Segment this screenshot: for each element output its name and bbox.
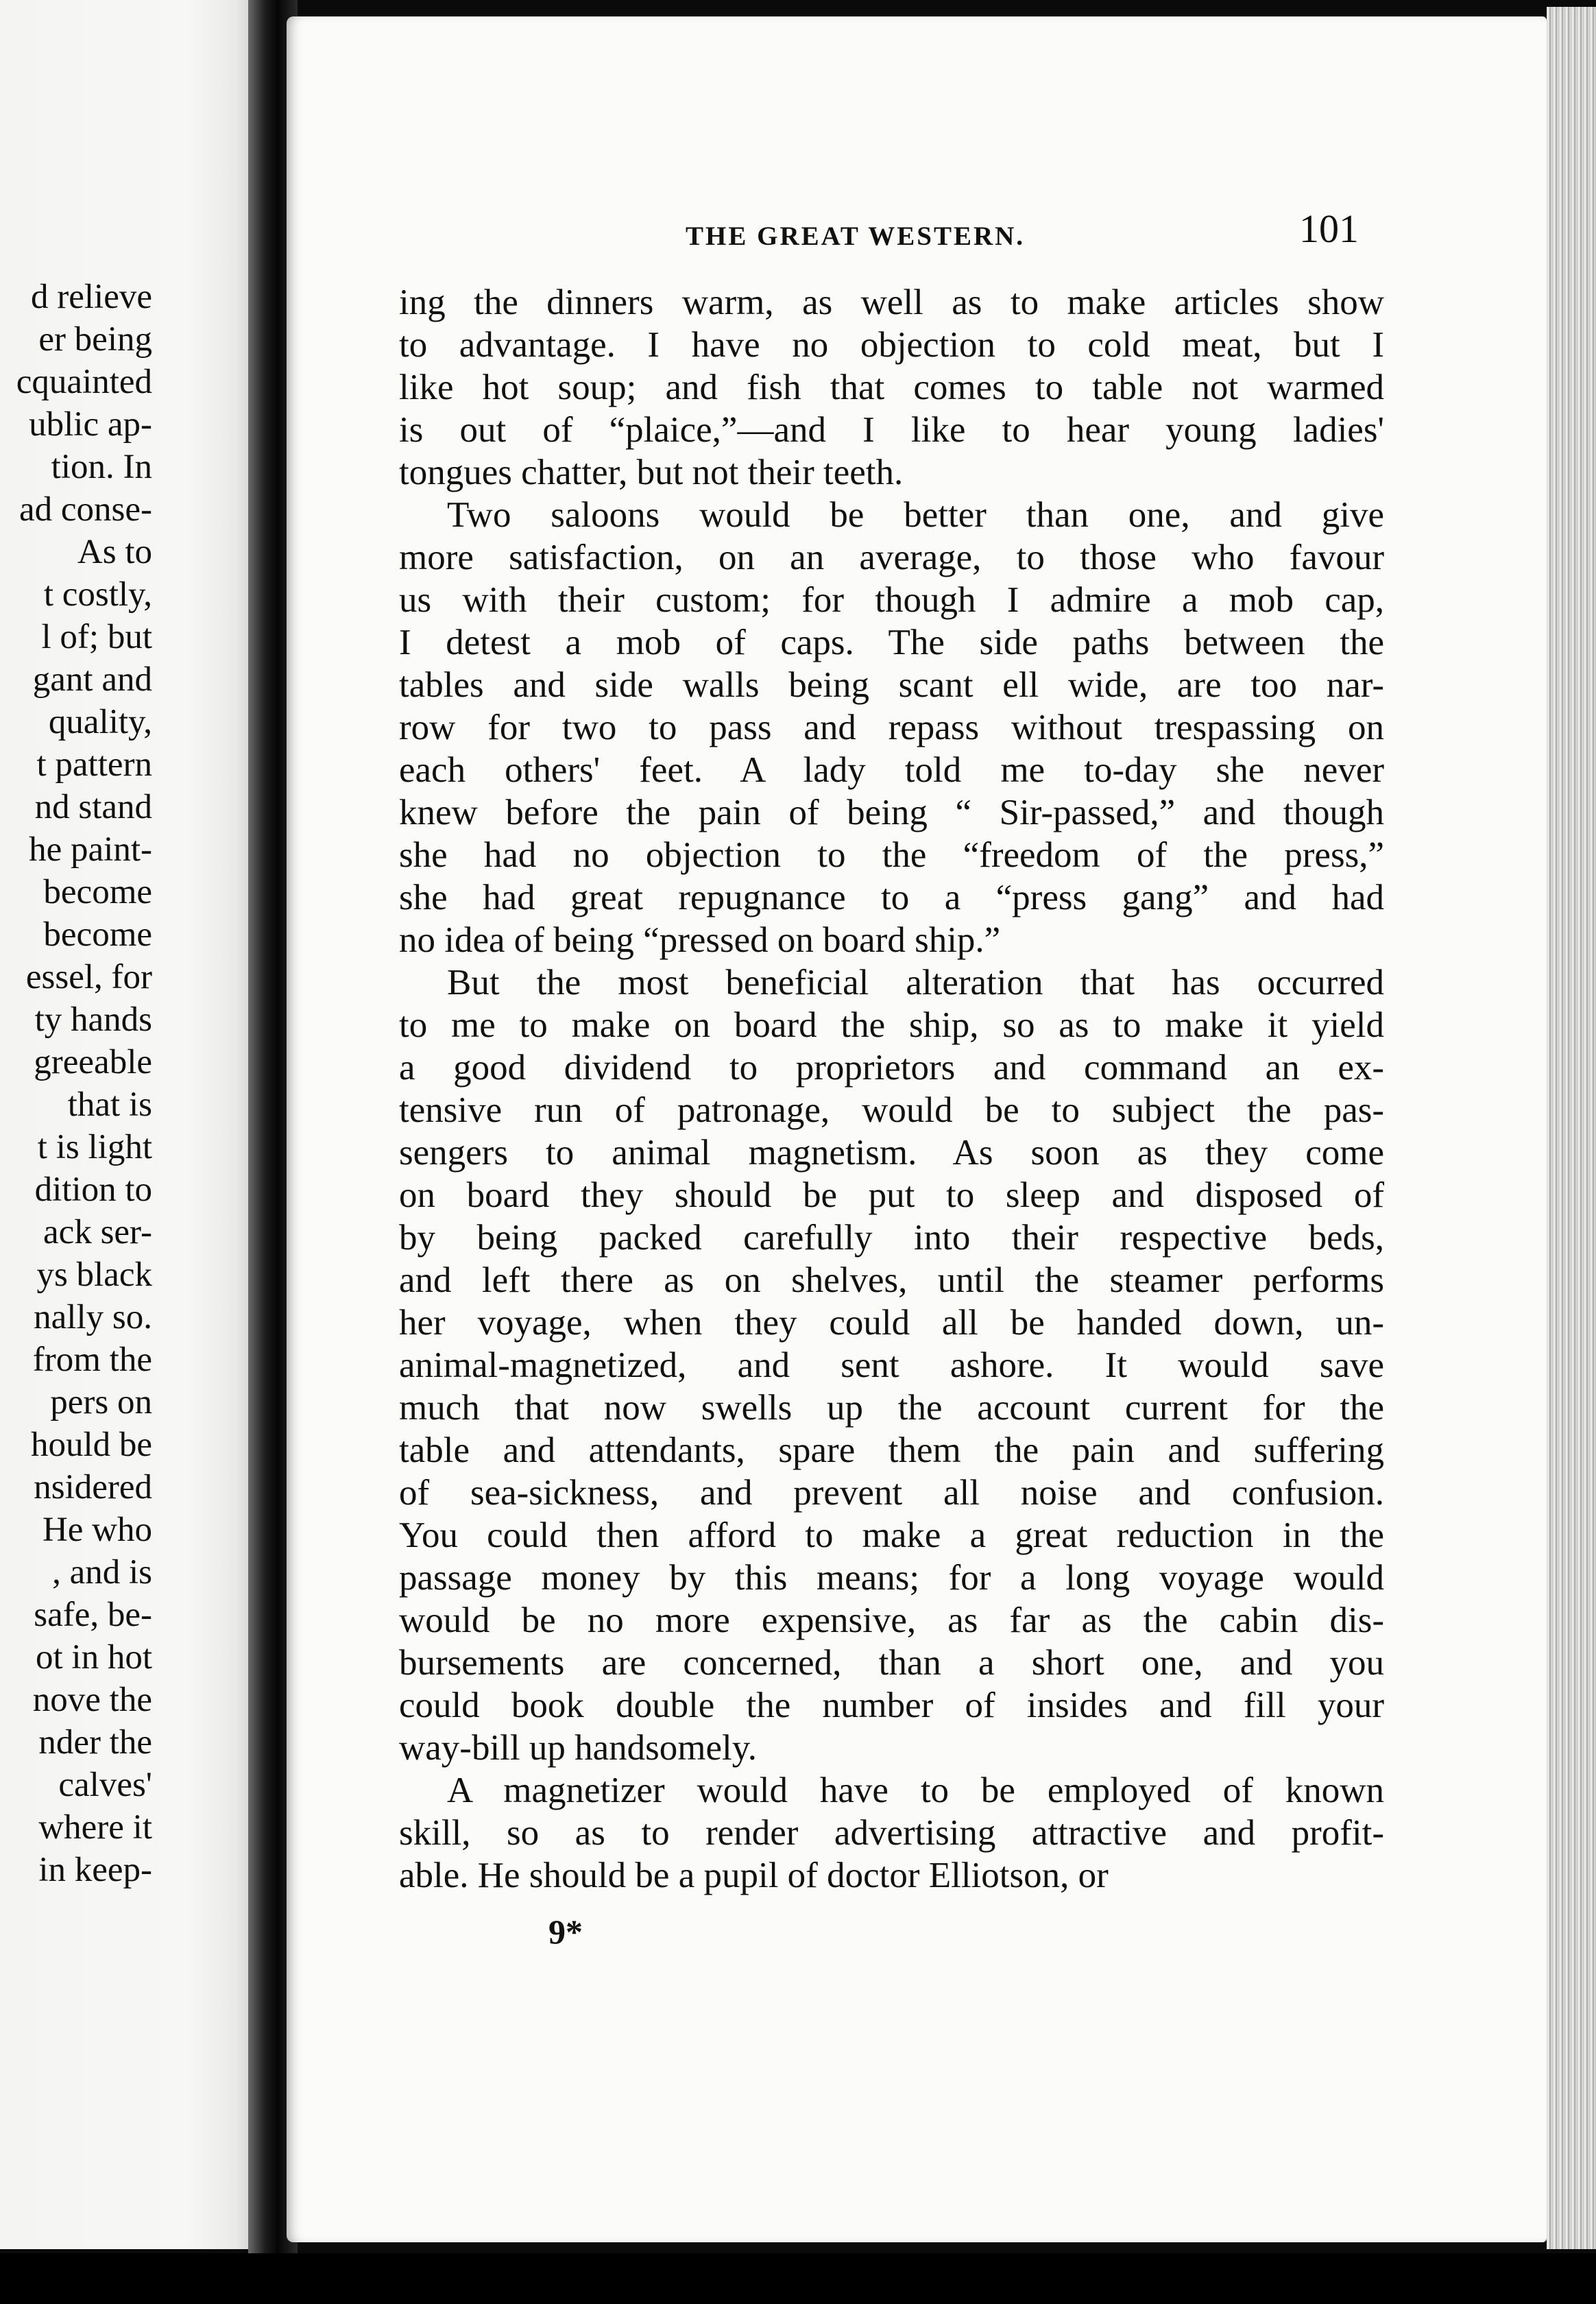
- left-page-line: safe, be-: [34, 1596, 152, 1634]
- page-number: 101: [1299, 206, 1359, 251]
- left-page-line: where it: [38, 1808, 152, 1847]
- body-line: row for two to pass and repass without trespassing on: [399, 708, 1384, 747]
- body-line: a good dividend to proprietors and command an ex-: [399, 1048, 1384, 1088]
- left-page-line: ot in hot: [35, 1638, 152, 1677]
- body-line: able. He should be a pupil of doctor Elliotson, or: [399, 1856, 1109, 1895]
- body-line: like hot soup; and fish that comes to table not warmed: [399, 368, 1384, 407]
- left-page-line: he paint-: [29, 830, 152, 869]
- left-page-line: greeable: [34, 1043, 152, 1081]
- left-page-line: t is light: [37, 1128, 152, 1166]
- left-page-line: ys black: [36, 1256, 152, 1294]
- left-page-line: t costly,: [43, 575, 152, 614]
- scan-border: [0, 2253, 1596, 2304]
- left-page-line: cquainted: [16, 363, 152, 401]
- body-line: ing the dinners warm, as well as to make articles show: [399, 283, 1384, 322]
- left-page-line: tion. In: [51, 448, 152, 486]
- left-page: [0, 0, 269, 2249]
- left-page-line: nove the: [32, 1681, 152, 1719]
- body-line: tongues chatter, but not their teeth.: [399, 453, 904, 492]
- left-page-line: dition to: [34, 1171, 152, 1209]
- body-line: table and attendants, spare them the pain and suffering: [399, 1430, 1384, 1470]
- body-line: way-bill up handsomely.: [399, 1728, 758, 1768]
- running-head: THE GREAT WESTERN.: [686, 221, 1026, 251]
- left-page-line: nsidered: [34, 1468, 152, 1507]
- body-text: [399, 281, 1384, 1897]
- left-page-line: from the: [32, 1341, 152, 1379]
- body-line: I detest a mob of caps. The side paths between the: [399, 623, 1384, 662]
- left-page-line: He who: [42, 1511, 152, 1549]
- body-line: and left there as on shelves, until the steamer performs: [399, 1260, 1384, 1300]
- left-page-line: pers on: [50, 1383, 152, 1421]
- left-page-line: , and is: [52, 1553, 152, 1592]
- body-line: passage money by this means; for a long voyage would: [399, 1558, 1384, 1598]
- left-page-line: hould be: [30, 1426, 152, 1464]
- left-page-line: ty hands: [34, 1000, 152, 1039]
- left-page-line: d relieve: [31, 278, 152, 316]
- left-page-line: quality,: [48, 703, 152, 741]
- body-line: skill, so as to render advertising attractive and profit-: [399, 1813, 1384, 1853]
- left-page-line: As to: [77, 533, 152, 571]
- left-page-line: nd stand: [34, 788, 152, 826]
- left-page-line: in keep-: [38, 1851, 152, 1889]
- body-line: is out of “plaice,”—and I like to hear young ladies': [399, 410, 1384, 450]
- body-line: would be no more expensive, as far as the cabin dis-: [399, 1600, 1384, 1640]
- body-line: animal-magnetized, and sent ashore. It would save: [399, 1345, 1384, 1385]
- body-line: to advantage. I have no objection to cold meat, but I: [399, 325, 1384, 365]
- body-line: she had great repugnance to a “press gang” and had: [399, 878, 1384, 917]
- left-page-line: ad conse-: [19, 490, 152, 529]
- body-line: A magnetizer would have to be employed of known: [447, 1771, 1384, 1810]
- left-page-line: nder the: [38, 1723, 152, 1762]
- body-line: us with their custom; for though I admire a mob cap,: [399, 580, 1384, 620]
- body-line: could book double the number of insides and fill your: [399, 1685, 1384, 1725]
- left-page-line: become: [43, 873, 152, 911]
- body-line: tables and side walls being scant ell wide, are too nar-: [399, 665, 1384, 705]
- body-line: no idea of being “pressed on board ship.”: [399, 920, 1001, 960]
- left-page-line: ublic ap-: [29, 405, 152, 444]
- body-line: by being packed carefully into their respective beds,: [399, 1218, 1384, 1258]
- body-line: tensive run of patronage, would be to subject the pas-: [399, 1090, 1384, 1130]
- body-line: much that now swells up the account current for the: [399, 1388, 1384, 1428]
- body-line: You could then afford to make a great reduction in the: [399, 1515, 1384, 1555]
- body-line: Two saloons would be better than one, and give: [447, 495, 1384, 535]
- left-page-line: ack ser-: [43, 1213, 152, 1251]
- body-line: knew before the pain of being “ Sir-passed,” and though: [399, 793, 1384, 832]
- left-page-line: t pattern: [36, 745, 152, 784]
- left-page-line: become: [43, 915, 152, 954]
- body-line: to me to make on board the ship, so as to make it yield: [399, 1005, 1384, 1045]
- left-page-line: that is: [67, 1085, 152, 1124]
- body-line: she had no objection to the “freedom of the press,”: [399, 835, 1384, 875]
- body-line: of sea-sickness, and prevent all noise and confusion.: [399, 1473, 1384, 1513]
- body-line: But the most beneficial alteration that has occurred: [447, 963, 1384, 1003]
- body-line: bursements are concerned, than a short one, and you: [399, 1643, 1384, 1683]
- body-line: sengers to animal magnetism. As soon as they come: [399, 1133, 1384, 1173]
- body-line: more satisfaction, on an average, to those who favour: [399, 538, 1384, 577]
- left-page-line: calves': [58, 1766, 152, 1804]
- body-line: each others' feet. A lady told me to-day she never: [399, 750, 1384, 790]
- left-page-line: er being: [38, 320, 152, 359]
- body-line: her voyage, when they could all be handed down, un-: [399, 1303, 1384, 1343]
- left-page-line: gant and: [32, 660, 152, 699]
- left-page-line: essel, for: [25, 958, 152, 996]
- signature-mark: 9*: [548, 1912, 583, 1951]
- left-page-text-column: [0, 276, 152, 1891]
- left-page-line: l of; but: [41, 618, 152, 656]
- left-page-line: nally so.: [34, 1298, 152, 1336]
- page-fore-edge: [1547, 7, 1596, 2249]
- body-line: on board they should be put to sleep and disposed of: [399, 1175, 1384, 1215]
